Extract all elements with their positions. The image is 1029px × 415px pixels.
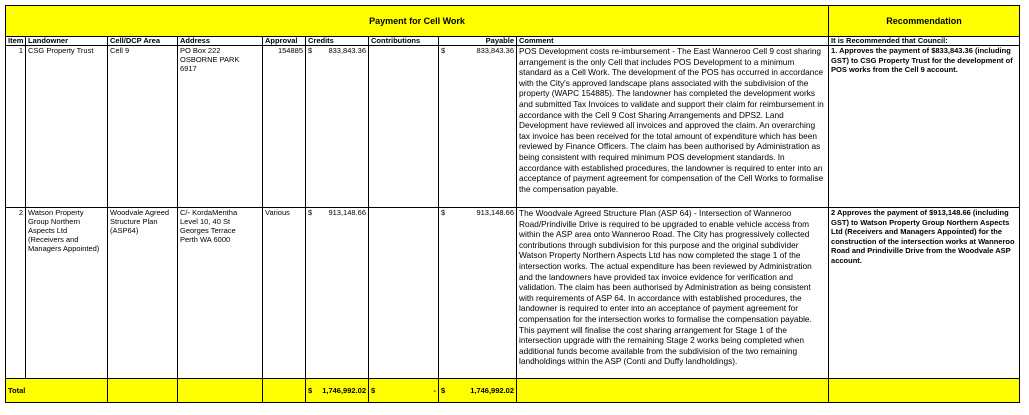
col-item[interactable]: Item [6, 37, 26, 46]
spreadsheet [5, 5, 1019, 409]
total-row [6, 379, 1020, 403]
currency-symbol: $ [371, 386, 376, 395]
row1-address-line: PO Box 222 [180, 46, 221, 55]
col-cell[interactable]: Cell/DCP Area [108, 37, 178, 46]
row1-comment-text: POS Development costs re-imbursement - The East Wanneroo Cell 9 cost sharing arrangement is the only Cell that includes POS Development to a minimum standard as a Cell Work. The development of the POS has occurred in accordance with the City's approved landscape plans associated with the subdivision of the property (WAPC 154885). The landowner has completed the development works and submitted Tax Invoices to validate and support their claim for reimbursement in accordance with the Cell 9 Cost Sharing Arrangements and DPS2. Land Development have reviewed all invoices and approved the claim. An overarching tax invoice has been received for the total amount of expenditure which has been reviewed by Finance Officers. The claim has been authorised by Administration as being consistent with required minimum POS development standards. In accordance with established procedures, the landowner is required to enter into an acceptance of payment agreement for compensation of the Cell Works to formalise the compensation payable. [519, 46, 824, 194]
row1-address-line: 6917 [180, 64, 197, 73]
row2-address[interactable] [178, 208, 263, 379]
row2-address-line: C/- KordaMentha [180, 208, 238, 217]
row2-cell[interactable]: Woodvale Agreed Structure Plan (ASP64) [108, 208, 178, 379]
row2-comment-text: The Woodvale Agreed Structure Plan (ASP 64) - Intersection of Wanneroo Road/Prindiville Drive is required to be upgraded to enable vehicle access from within the ASP area onto Wanneroo Road. The City has progressively collected contributions through subdivision for this purpose and the original subdivider Watson Property Northern Aspects Ltd has now completed the stage 1 of the intersection works. The actual expenditure has been reviewed by Administration and the landowners have provided tax invoice evidence for verification and validation. The claim has been authorised by Administration as being consistent with requirements of ASP 64. In accordance with established procedures, the landowner is required to enter into an acceptance of payment agreement for compensation for the intersection works to formalise the compensation payable. This payment will finalise the cost sharing arrangement for Stage 1 of the intersection upgrade with the remaining Stage 2 works being completed when additional funds become available from the subdivision of the two remaining landholdings within the ASP (Conti and Duffy landholdings). [519, 208, 812, 367]
total-empty-cell[interactable] [517, 379, 829, 403]
currency-symbol: $ [441, 386, 446, 395]
column-header-row [6, 37, 1020, 46]
row2-comment[interactable] [517, 208, 829, 379]
total-empty-cell[interactable] [263, 379, 306, 403]
row1-address[interactable] [178, 46, 263, 208]
row1-contributions[interactable] [369, 46, 439, 208]
total-empty-cell[interactable] [178, 379, 263, 403]
row1-credits[interactable] [306, 46, 369, 208]
row2-credits[interactable] [306, 208, 369, 379]
row1-credits-value: 833,843.36 [328, 46, 366, 55]
title-row [6, 6, 1020, 37]
row1-landowner[interactable]: CSG Property Trust [26, 46, 108, 208]
total-empty-cell[interactable] [108, 379, 178, 403]
col-recommendation[interactable]: It is Recommended that Council: [829, 37, 1020, 46]
table-row [6, 46, 1020, 208]
total-empty-cell[interactable] [829, 379, 1020, 403]
row1-item[interactable]: 1 [6, 46, 26, 208]
row2-landowner[interactable]: Watson Property Group Northern Aspects Ltd (Receivers and Managers Appointed) [26, 208, 108, 379]
row2-credits-value: 913,148.66 [328, 208, 366, 217]
row1-payable-value: 833,843.36 [476, 46, 514, 55]
currency-symbol: $ [441, 208, 446, 217]
col-approval[interactable]: Approval [263, 37, 306, 46]
row1-address-line: OSBORNE PARK [180, 55, 240, 64]
table-row [6, 208, 1020, 379]
row2-address-line: Level 10, 40 St [180, 217, 231, 226]
row2-recommendation[interactable]: 2 Approves the payment of $913,148.66 (including GST) to Watson Property Group Northern Aspects Ltd (Receivers and Managers Appointed) for the construction of the intersection works at Wanneroo Road and Prindiville Drive from the Woodvale ASP account. [829, 208, 1020, 379]
recommendation-title[interactable]: Recommendation [829, 6, 1020, 37]
total-payable[interactable] [439, 379, 517, 403]
col-address[interactable]: Address [178, 37, 263, 46]
currency-symbol: $ [308, 208, 313, 217]
col-landowner[interactable]: Landowner [26, 37, 108, 46]
row2-address-line: Perth WA 6000 [180, 235, 231, 244]
row1-approval[interactable]: 154885 [263, 46, 306, 208]
row2-item[interactable]: 2 [6, 208, 26, 379]
total-contributions-value: - [433, 386, 436, 395]
payment-table [5, 5, 1020, 403]
payment-title[interactable]: Payment for Cell Work [6, 6, 829, 37]
total-label[interactable]: Total [6, 379, 108, 403]
total-payable-value: 1,746,992.02 [470, 386, 514, 395]
col-credits[interactable]: Credits [306, 37, 369, 46]
total-credits[interactable] [306, 379, 369, 403]
row1-cell[interactable]: Cell 9 [108, 46, 178, 208]
col-comment[interactable]: Comment [517, 37, 829, 46]
row2-contributions[interactable] [369, 208, 439, 379]
currency-symbol: $ [441, 46, 446, 55]
currency-symbol: $ [308, 386, 313, 395]
row1-recommendation[interactable]: 1. Approves the payment of $833,843.36 (including GST) to CSG Property Trust for the development of POS works from the Cell 9 account. [829, 46, 1020, 208]
col-contributions[interactable]: Contributions [369, 37, 439, 46]
row1-payable[interactable] [439, 46, 517, 208]
row2-payable-value: 913,148.66 [476, 208, 514, 217]
currency-symbol: $ [308, 46, 313, 55]
row1-comment[interactable] [517, 46, 829, 208]
row2-address-line: Georges Terrace [180, 226, 236, 235]
row2-payable[interactable] [439, 208, 517, 379]
row2-approval[interactable]: Various [263, 208, 306, 379]
total-credits-value: 1,746,992.02 [322, 386, 366, 395]
col-payable[interactable]: Payable [439, 37, 517, 46]
total-contributions[interactable] [369, 379, 439, 403]
